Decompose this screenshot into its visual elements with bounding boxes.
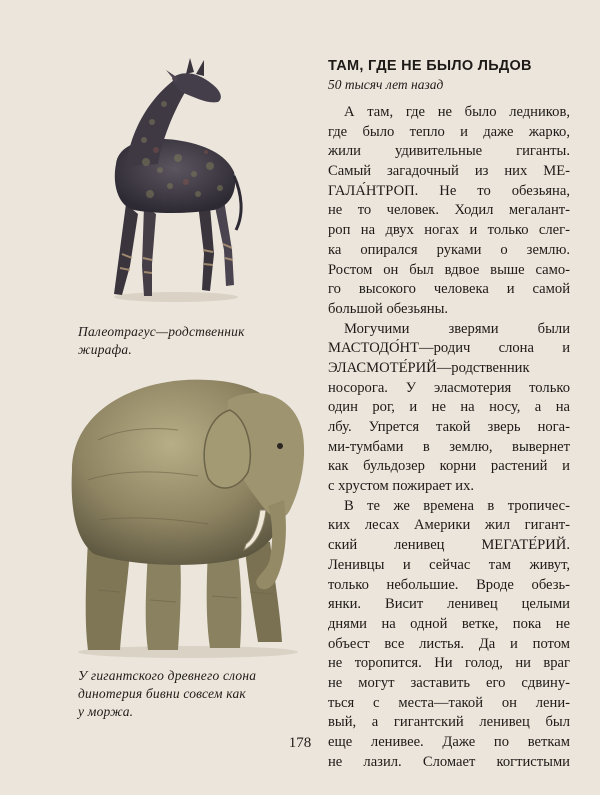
- caption-line: Палеотрагус—родственник: [78, 324, 245, 339]
- text-line: не торопится. Ни голод, ни враг: [328, 655, 570, 672]
- caption-line: жирафа.: [78, 342, 132, 357]
- caption-line: У гигантского древнего слона: [78, 668, 257, 683]
- text-line: Ростом он был вдвое выше само-: [328, 261, 570, 278]
- text-line: с хрустом пожирает их.: [328, 478, 475, 495]
- caption-line: динотерия бивни совсем как: [78, 686, 246, 701]
- text-line: Могучими зверями были: [344, 320, 570, 337]
- text-line: ких лесах Америки жил гигант-: [328, 517, 570, 534]
- text-line: лбу. Упрется такой зверь нога-: [328, 419, 570, 435]
- text-line: жили удивительные гиганты.: [328, 143, 570, 160]
- article-heading: ТАМ, ГДЕ НЕ БЫЛО ЛЬДОВ: [328, 58, 532, 74]
- deinotherium-illustration: [58, 360, 314, 660]
- text-line: не то человек. Ходил мегалант-: [328, 202, 570, 219]
- text-line: днями на одной ветке, пока не: [328, 615, 570, 632]
- text-line: В те же времена в тропичес-: [344, 497, 570, 514]
- text-line: роп на двух ногах и только слег-: [328, 222, 570, 239]
- text-line: где было тепло и даже жарко,: [328, 123, 570, 140]
- article-subheading: 50 тысяч лет назад: [328, 77, 444, 92]
- text-line: большой обезьяны.: [328, 300, 449, 317]
- text-line: один рог, и не на носу, а на: [328, 399, 570, 416]
- text-line: как бульдозер корни растений и: [328, 458, 570, 475]
- text-line: го высокого человека и самой: [328, 281, 570, 298]
- text-line: Ленивцы и сейчас там живут,: [328, 556, 570, 573]
- caption-line: у моржа.: [78, 704, 134, 719]
- text-line: только небольшие. Вроде обезь-: [328, 576, 570, 593]
- text-line: Самый загадочный из них МЕ-: [328, 163, 570, 180]
- text-line: еще ленивее. Даже по веткам: [328, 734, 570, 750]
- text-line: носорога. У эласмотерия только: [328, 379, 570, 396]
- paragraph-megatherium: [328, 497, 570, 773]
- deinotherium-caption: [78, 667, 303, 721]
- text-line: не лазил. Сломает когтистыми: [328, 753, 570, 770]
- text-line: ЭЛАСМОТЕ́РИЙ—родственник: [328, 359, 530, 376]
- palaeotragus-illustration: [86, 54, 272, 306]
- text-line: ми-тумбами в землю, вывернет: [328, 438, 570, 455]
- page-number: 178: [288, 735, 312, 751]
- text-line: ГАЛА́НТРОП. Не то обезьяна,: [328, 182, 570, 199]
- article-column: [328, 56, 570, 772]
- text-line: объест все листья. Да и потом: [328, 635, 570, 652]
- text-line: ться с места—такой он лени-: [328, 694, 570, 711]
- text-line: не могут заставить его сдвину-: [328, 674, 570, 691]
- palaeotragus-drawing: [86, 54, 272, 306]
- text-line: янки. Висит ленивец целыми: [328, 596, 570, 613]
- palaeotragus-caption: [78, 323, 298, 359]
- text-line: вый, а гигантский ленивец был: [328, 714, 570, 731]
- text-line: ский ленивец МЕГАТЕ́РИЙ.: [328, 537, 570, 554]
- text-line: А там, где не было ледников,: [344, 104, 570, 120]
- paragraph-mastodon: [328, 320, 570, 497]
- text-line: ка опирался руками о землю.: [328, 241, 570, 258]
- deinotherium-drawing: [58, 360, 314, 660]
- paragraph-megalanthrop: [328, 103, 570, 320]
- text-line: МАСТОДО́НТ—родич слона и: [328, 340, 570, 357]
